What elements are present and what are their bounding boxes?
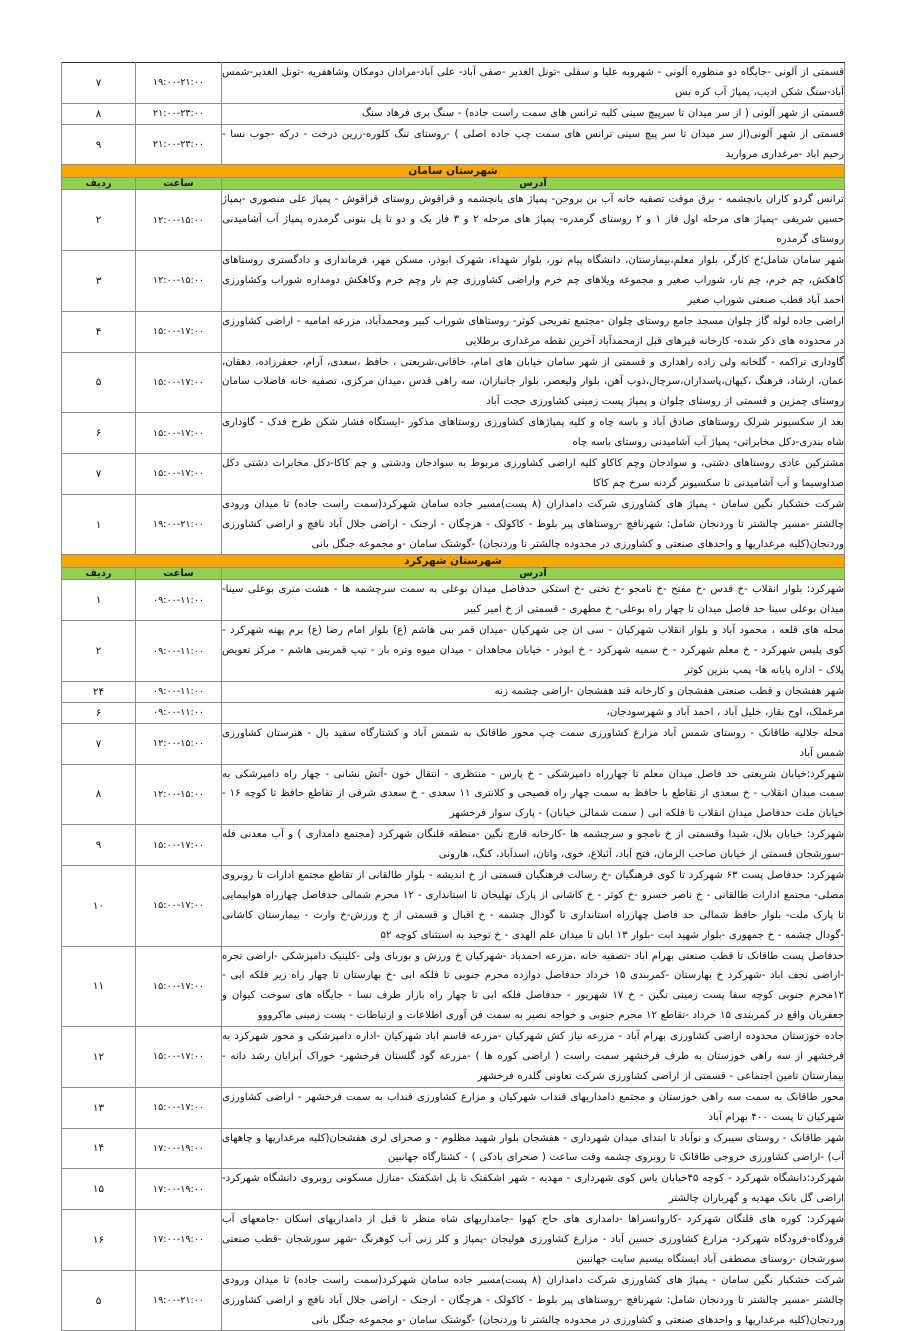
row-number-cell: ۱۵ (62, 1169, 136, 1210)
row-number-cell: ۱۴ (62, 1128, 136, 1169)
time-cell: ۱۹:۰۰-۲۱:۰۰ (136, 494, 222, 555)
address-cell: محله جلالیه طاقانک - روستای شمس آباد مزارع کشاورزی سمت چپ محور طاقانک به شمس آباد و کشتارگاه سفید بال - هنرستان کشاورزی شمس آباد (222, 723, 845, 764)
row-number-cell: ۳ (62, 251, 136, 312)
address-cell: مرغملک، اوج بقاز، خلیل آباد ، احمد آباد و شهرسودجان، (222, 702, 845, 723)
table-row (62, 702, 845, 723)
table-row (62, 825, 845, 866)
row-number-cell: ۱۰ (62, 865, 136, 946)
column-header-row-number: ردیف (62, 568, 136, 580)
address-cell: اراضی جاده لوله گاز چلوان مسجد جامع روستای چلوان -مجتمع تفریحی کوثر- روستاهای شوراب کبیر ومحمدآباد، مزرعه امامیه - اراضی کشاورزی در محدوده های ذکر شده- کارخانه قیرهای قبل ازمحمدآباد آخرین نقطه مرغداری برطلایی (222, 311, 845, 352)
table-row (62, 494, 845, 555)
time-cell: ۱۵:۰۰-۱۷:۰۰ (136, 825, 222, 866)
time-cell: ۱۵:۰۰-۱۷:۰۰ (136, 1027, 222, 1088)
section-header-row (62, 555, 845, 568)
column-header-time: ساعت (136, 178, 222, 190)
row-number-cell: ۲ (62, 621, 136, 682)
table-row (62, 764, 845, 825)
table-row (62, 621, 845, 682)
address-cell: محله های قلعه ، محمود آباد و بلوار انقلاب شهرکیان - سی ان جی شهرکیان -میدان قمر بنی هاشم (ع) بلوار امام رضا (ع) برم پهنه شهرکرد - کوی پلیس شهرکرد - خ معلم شهرکرد - خ سمیه شهرکرد - خ ابوذر - خیابان مجاهدان - میدان میوه وتره بار - تیپ قمربنی هاشم - مرکز تعویض پلاک - اداره پایانه ها- پمپ بنزین کوثر (222, 621, 845, 682)
row-number-cell: ۱۳ (62, 1087, 136, 1128)
row-number-cell: ۸ (62, 764, 136, 825)
table-row (62, 865, 845, 946)
address-cell: قسمتی از شهر آلونی ( از سر میدان تا سرپیچ سینی کلیه ترانس های سمت راست جاده) - سنگ بری فرهاد سنگ (222, 103, 845, 124)
table-row (62, 1270, 845, 1331)
row-number-cell: ۱۱ (62, 946, 136, 1027)
address-cell: شهرکرد:دانشگاه شهرکرد - کوچه ۴۵خیابان یاس کوی شهرداری - مهدیه - شهر اشکفتک تا پل اشکفتک -منازل مسکونی روبروی دانشگاه شهرکرد-اراضی گل بانک مهدیه و گهرباران چالشتر (222, 1169, 845, 1210)
table-row (62, 1210, 845, 1271)
table-row (62, 190, 845, 251)
address-cell: شهر سامان شامل؛خ کارگر، بلوار معلم،بیمارستان، دانشگاه پیام نور، بلوار شهداء، شهرک ابوذر، مسکن مهر، فرمانداری و دادگستری روستاهای کاهکش، چم خرم، چم نار، شوراب صغیر و مجموعه ویلاهای چم خرم واراضی کشاورزی چم نار وچم خرم وکاهکش دومداره شوراب وکشاورزی احمد آباد قطب صنعتی شوراب صغیر (222, 251, 845, 312)
time-cell: ۲۱:۰۰-۲۳:۰۰ (136, 124, 222, 165)
time-cell: ۱۵:۰۰-۱۷:۰۰ (136, 311, 222, 352)
table-row (62, 352, 845, 413)
time-cell: ۱۵:۰۰-۱۷:۰۰ (136, 454, 222, 495)
row-number-cell: ۹ (62, 124, 136, 165)
time-cell: ۱۵:۰۰-۱۷:۰۰ (136, 413, 222, 454)
row-number-cell: ۶ (62, 413, 136, 454)
time-cell: ۰۹:۰۰-۱۱:۰۰ (136, 621, 222, 682)
address-cell: شرکت خشکبار نگین سامان - پمپاژ های کشاورزی شرکت دامداران (۸ پست)مسیر جاده سامان شهرکرد(سمت راست جاده) تا میدان ورودی چالشتر -مسیر چالشتر تا وردنجان شامل: شهرنافچ -روستاهای پیر بلوط - کاکولک - هرچگان - ارجنک - اراضی جلال آباد نافچ و اراضی کشاورزی وردنجان(کلیه مرغداریها و واحدهای صنعتی و کشاورزی در محدوده چالشتر تا وردنجان) -گوشتک سامان -و مجموعه جنگل بانی (222, 1270, 845, 1331)
row-number-cell: ۷ (62, 723, 136, 764)
row-number-cell: ۲۴ (62, 681, 136, 702)
address-cell: محور طاقانک به سمت سه راهی خوزستان و مجتمع دامداریهای قنداب شهرکیان و مزارع کشاورزی قنداب به سمت فرخشهر - اراضی کشاورزی شهرکیان تا پست ۴۰۰ بهرام آباد (222, 1087, 845, 1128)
address-cell: شهر هفشجان و قطب صنعتی هفشجان و کارخانه قند هفشجان -اراضی چشمه زنه (222, 681, 845, 702)
column-header-address: آدرس (222, 178, 845, 190)
time-cell: ۰۹:۰۰-۱۱:۰۰ (136, 702, 222, 723)
table-row (62, 63, 845, 104)
time-cell: ۱۵:۰۰-۱۷:۰۰ (136, 946, 222, 1027)
column-header-row (62, 178, 845, 190)
section-header-row (62, 165, 845, 178)
column-header-address: آدرس (222, 568, 845, 580)
table-row (62, 413, 845, 454)
address-cell: شهرکرد: خیابان بلال، شیدا وقسمتی از خ نامجو و سرچشمه ها -کارخانه قارچ نگین -منطقه قلنگان شهرکرد (مجتمع دامداری ) و آب معدنی فله -سورشجان قسمتی از خیابان صاحب الزمان، فتح آباد، آئبلاغ، خوی، واتان، اسدآباد، کنگ، هارونی (222, 825, 845, 866)
table-row (62, 311, 845, 352)
column-header-time: ساعت (136, 568, 222, 580)
address-cell: حدفاصل پست طاقانک تا قطب صنعتی بهرام اباد -تصفیه خانه ،مزرعه احمدباد -شهرکیان خ ورزش و بوربای ولی -کلینیک دامپزشکی -اراضی تجره -اراضی نجف اباد -شهرکرد خ بهارستان -کمربندی ۱۵ خرداد حدفاصل دوازده محرم جنوبی تا فلکه ابی -خ بهارستان تا چهار راه زیر فلکه ابی - ۱۲محرم جنوبی کوچه سفا پست زمینی نگین - خ ۱۷ شهریور - حدفاصل فلکه ابی تا چهار راه بازار طرف نسا - جایگاه های سوخت کیوان و جعفریان واقع در کمربندی ۱۵ خرداد -تقاطع ۱۲ محرم جنوبی و خواجه نصیر به سمت فن آوری اطلاعات و ارتباطات - پست زمینی ماکرووو (222, 946, 845, 1027)
address-cell: جاده خوزستان محدوده اراضی کشاورزی بهرام آباد - مزرعه نیاز کش شهرکیان -مزرعه قاسم اباد شهرکیان -اداره دامپزشکی و محور شهرکرد به فرخشهر از سه راهی خوزستان به طرف فرخشهر سمت راست ( اراضی کوره ها ) -مزرعه گود گلستان فرخشهر- خوراک آبزایان رشد دانه - بیمارستان تامین اجتماعی - قسمتی از اراضی کشاورزی شرکت تعاونی گلدره فرخشهر (222, 1027, 845, 1088)
outage-schedule-table (61, 62, 845, 1331)
time-cell: ۱۵:۰۰-۱۷:۰۰ (136, 865, 222, 946)
table-row (62, 946, 845, 1027)
table-row (62, 580, 845, 621)
address-cell: شهرکرد: حدفاصل پست ۶۳ شهرکرد تا کوی فرهنگیان -خ رسالت فرهنگیان قسمتی از خ اندیشه - بلوار طالقانی از تقاطع مجتمع ادارات تا روبروی مصلی- مجتمع ادارات طالقانی - خ ناصر خسرو -خ کوثر - خ کاشانی از پارک تهلیجان تا استانداری - ۱۲ محرم شمالی حدفاصل چهارراه هواپیمایی تا پارک ملت- بلوار حافظ شمالی حد فاصل چهارراه استانداری تا گودال چشمه - خ اقبال و قسمتی از خ ورزش-خ وارث - بیمارستان کاشانی -گودال چشمه - خ جمهوری -بلوار شهید ابت -بلوار ۱۳ ابان تا میدان علم الهدی - خ توحید به استثنای کوچه ۵۲ (222, 865, 845, 946)
address-cell: شهرکرد:خیابان شریعتی حد فاصل میدان معلم تا چهارراه دامپزشکی - خ پارس - منتظری - انتقال خون -آتش نشانی - چهار راه دامپزشکی به سمت میدان انقلاب - خ سعدی از تقاطع با حافظ به سمت چهار راه فصیحی و کلانتری ۱۱ سعدی - خ سعدی شرقی از تقاطع حافظ تا کوچه ۱۶ - خیابان ملت حدفاصل میدان انقلاب تا فلکه ابی ( سمت شمالی خیابان) - پارک سوار فرخشهر (222, 764, 845, 825)
address-cell: شرکت خشکبار نگین سامان - پمپاژ های کشاورزی شرکت دامداران (۸ پست)مسیر جاده سامان شهرکرد(سمت راست جاده) تا میدان ورودی چالشتر -مسیر چالشتر تا وردنجان شامل: شهرنافچ -روستاهای پیر بلوط - کاکولک - هرچگان - ارجنک - اراضی جلال آباد نافچ و اراضی کشاورزی وردنجان(کلیه مرغداریها و واحدهای صنعتی و کشاورزی در محدوده چالشتر تا وردنجان) -گوشتک سامان -و مجموعه جنگل بانی (222, 494, 845, 555)
row-number-cell: ۵ (62, 352, 136, 413)
table-row (62, 1027, 845, 1088)
address-cell: شهرکرد: بلوار انقلاب -خ قدس -خ مفتح -خ نامجو -خ تختی -خ استکی حدفاصل میدان بوعلی به سمت سرچشمه ها - هشت متری بوعلی سینا- میدان بوعلی سینا حد فاصل میدان تا چهار راه بوعلی- خ مطهری - قسمتی از خ امیر کبیر (222, 580, 845, 621)
row-number-cell: ۴ (62, 311, 136, 352)
row-number-cell: ۶ (62, 702, 136, 723)
time-cell: ۱۲:۰۰-۱۵:۰۰ (136, 190, 222, 251)
time-cell: ۱۵:۰۰-۱۷:۰۰ (136, 1087, 222, 1128)
row-number-cell: ۸ (62, 103, 136, 124)
address-cell: شهر طاقانک - روستای سیبرک و نوآباد تا ابتدای میدان شهرداری - هفشجان بلوار شهید مظلوم - و صحرای لری هفشجان(کلیه مرغداریها و چاههای آب) -اراضی کشاورزی خروجی طاقانک تا روبروی چشمه وقت ساعت ( صحرای بادکی ) - کشتارگاه جهانبین (222, 1128, 845, 1169)
row-number-cell: ۱۲ (62, 1027, 136, 1088)
table-row (62, 103, 845, 124)
time-cell: ۰۹:۰۰-۱۱:۰۰ (136, 681, 222, 702)
address-cell: بعد از سکسیونر شرلک روستاهای صادق آباد و باسه چاه و کلیه پمپاژهای کشاورزی روستاهای مذکور -ایستگاه فشار شکن طرح فدک - گاوداری شاه بندری-دکل مخابراتی- پمپاژ آب آشامیدنی روستای باسه چاه (222, 413, 845, 454)
table-row (62, 1087, 845, 1128)
table-row (62, 124, 845, 165)
table-row (62, 1169, 845, 1210)
time-cell: ۱۷:۰۰-۱۹:۰۰ (136, 1169, 222, 1210)
address-cell: ترانس گردو کاران یانچشمه - برق موقت تصفیه خانه آب بن بروجن- پمپاژ های یانچشمه و قراقوش روستای قراقوش - پمپاژ علی منصوری -پمپاژ حسین شریفی -پمپاژ های مرحله اول فاز ۱ و ۲ روستای گرمدره- پمپاژ های مرحله ۲ و ۳ فاز یک و دو تا پل بتونی گرمدره پمپاژ آب آشامیدنی روستای گرمدره (222, 190, 845, 251)
time-cell: ۲۱:۰۰-۲۳:۰۰ (136, 103, 222, 124)
table-row (62, 1128, 845, 1169)
row-number-cell: ۷ (62, 63, 136, 104)
section-title: شهرستان سامان (62, 165, 845, 178)
time-cell: ۱۷:۰۰-۱۹:۰۰ (136, 1128, 222, 1169)
table-row (62, 251, 845, 312)
table-row (62, 723, 845, 764)
row-number-cell: ۲ (62, 190, 136, 251)
time-cell: ۱۵:۰۰-۱۷:۰۰ (136, 352, 222, 413)
column-header-row-number: ردیف (62, 178, 136, 190)
address-cell: گاوداری تراکمه - گلخانه ولی زاده راهداری و قسمتی از شهر سامان خیابان های امام، خاقانی،شریعتی ، حافظ ،سعدی، آرام، جعفرزاده، دهقان، عمان، ارشاد، فرهنگ ،کیهان،پاسداران،سرچال،ذوب آهن، بلوار ولیعصر، بلوار جانبازان، سه راهی قدس ،میدان مرکزی، تصفیه خانه فاضلاب سامان روستای چمزین و قسمتی از روستای چلوان و پمپاژ پست زمینی کشاورزی حجت آباد (222, 352, 845, 413)
row-number-cell: ۵ (62, 1270, 136, 1331)
section-title: شهرستان شهرکرد (62, 555, 845, 568)
row-number-cell: ۹ (62, 825, 136, 866)
row-number-cell: ۱۶ (62, 1210, 136, 1271)
address-cell: قسمتی از آلونی -جایگاه دو منظوره آلونی - شهروبه علیا و سفلی -تونل الغدیر -صفی آباد- علی آباد-مرادان دومکان وشاهفریه -تونل الغدیر-شمس آباد-سنگ شکن ادیب، پمپاژ آب کره بس (222, 63, 845, 104)
row-number-cell: ۷ (62, 454, 136, 495)
address-cell: شهرکرد: کوره های قلنگان شهرکرد -کاروانسراها -دامداری های حاج کهوا -جامداریهای شاه منظر تا قبل از دامداریهای اسکان -جامعهای آب فرودگاه-فرودگاه شهرکرد- مزارع کشاورزی حسین آباد - مزارع کشاورزی هولیجان -پمپاژ و کلر زنی آب کوهرنگ -شهر سورشجان -قطب صنعتی سورشجان -روستای مصطفی آباد ایستگاه بیسیم سایت جهانبین (222, 1210, 845, 1271)
time-cell: ۱۹:۰۰-۲۱:۰۰ (136, 1270, 222, 1331)
table-row (62, 681, 845, 702)
column-header-row (62, 568, 845, 580)
time-cell: ۱۲:۰۰-۱۵:۰۰ (136, 251, 222, 312)
address-cell: قسمتی از شهر آلونی(از سر میدان تا سر پیچ سینی ترانس های سمت چپ جاده اصلی ) -روستای تنگ کلوره-زرین درخت - درکه -جوب نسا - رحیم اباد -مرغداری مروارید (222, 124, 845, 165)
address-cell: مشترکین عادی روستاهای دشتی، و سوادجان وچم کاکاو کلیه اراضی کشاورزی مربوط به سوادجان ودشتی و چم کاکا-دکل مخابرات دشتی دکل صداوسیما و آب آشامیدنی تا سکسیونر گردنه سرخ چم کاکا (222, 454, 845, 495)
time-cell: ۱۷:۰۰-۱۹:۰۰ (136, 1210, 222, 1271)
row-number-cell: ۱ (62, 494, 136, 555)
table-row (62, 454, 845, 495)
time-cell: ۱۹:۰۰-۲۱:۰۰ (136, 63, 222, 104)
time-cell: ۱۲:۰۰-۱۵:۰۰ (136, 723, 222, 764)
time-cell: ۰۹:۰۰-۱۱:۰۰ (136, 580, 222, 621)
time-cell: ۱۲:۰۰-۱۵:۰۰ (136, 764, 222, 825)
row-number-cell: ۱ (62, 580, 136, 621)
